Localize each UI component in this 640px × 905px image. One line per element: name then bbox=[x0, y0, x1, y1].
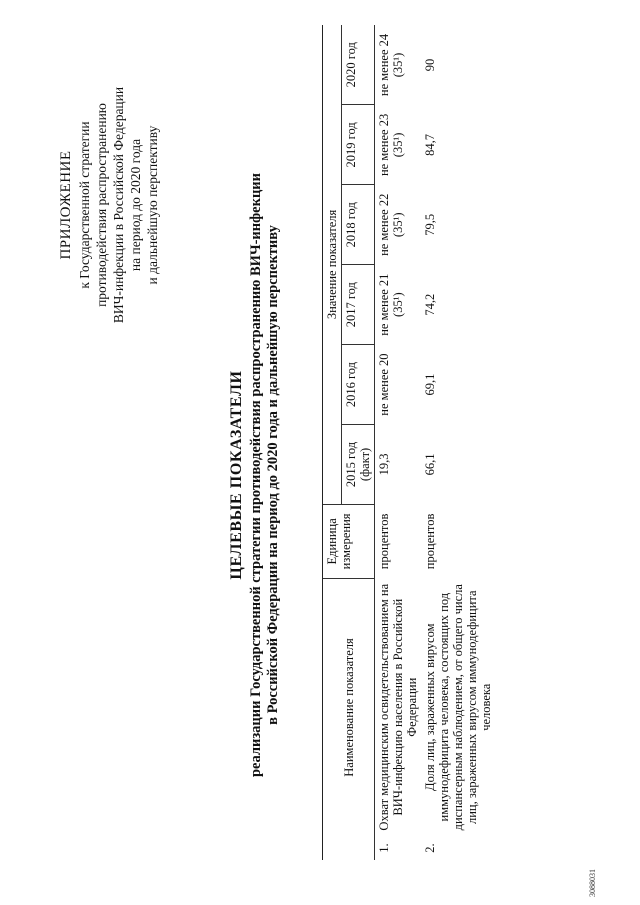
header-year-2020: 2020 год bbox=[342, 25, 375, 105]
header-number bbox=[323, 836, 375, 860]
value-2017: не менее 21 (35¹) bbox=[377, 273, 405, 336]
value-2016: не менее 20 bbox=[377, 353, 391, 416]
header-unit: Единица измерения bbox=[323, 504, 375, 578]
table-row bbox=[375, 25, 422, 860]
appendix-line: противодействия распространению bbox=[94, 103, 109, 307]
value-2020: не менее 24 (35¹) bbox=[377, 33, 405, 97]
indicators-table bbox=[322, 25, 495, 860]
title-sub-line-2: в Российской Федерации на период до 2020 года и дальнейшую перспективу bbox=[265, 225, 281, 725]
row-number: 2. bbox=[423, 843, 437, 853]
value-2018: не менее 22 (35¹) bbox=[377, 193, 405, 256]
value-2019: 84,7 bbox=[423, 133, 437, 156]
appendix-line: на период до 2020 года bbox=[128, 138, 143, 272]
appendix-header bbox=[58, 80, 161, 330]
appendix-heading: ПРИЛОЖЕНИЕ bbox=[58, 150, 74, 260]
indicator-unit: процентов bbox=[377, 513, 391, 570]
header-year-2015: 2015 год (факт) bbox=[342, 425, 375, 505]
value-2016: 69,1 bbox=[423, 373, 437, 396]
header-year-2016: 2016 год bbox=[342, 345, 375, 425]
value-2018: 79,5 bbox=[423, 213, 437, 236]
indicator-unit: процентов bbox=[423, 513, 437, 570]
appendix-line: и дальнейшую перспективу bbox=[145, 125, 160, 285]
header-value-group: Значение показателя bbox=[323, 25, 342, 504]
value-2015: 66,1 bbox=[423, 453, 437, 476]
title-sub-line-1: реализации Государственной стратегии противодействия распространению ВИЧ-инфекции bbox=[248, 172, 264, 778]
value-2015: 19,3 bbox=[377, 453, 391, 476]
document-code: 3088031 bbox=[588, 869, 597, 897]
header-year-2018: 2018 год bbox=[342, 185, 375, 265]
header-year-2017: 2017 год bbox=[342, 265, 375, 345]
value-2019: не менее 23 (35¹) bbox=[377, 113, 405, 177]
row-number: 1. bbox=[377, 843, 391, 853]
value-2017: 74,2 bbox=[423, 293, 437, 316]
value-2020: 90 bbox=[423, 58, 437, 72]
table-row bbox=[421, 25, 495, 860]
title-main: ЦЕЛЕВЫЕ ПОКАЗАТЕЛИ bbox=[228, 370, 245, 580]
header-indicator-name: Наименование показателя bbox=[323, 578, 375, 836]
appendix-line: к Государственной стратегии bbox=[77, 121, 92, 289]
header-year-2019: 2019 год bbox=[342, 105, 375, 185]
indicator-name: Доля лиц, зараженных вирусом иммунодефицита человека, состоящих под диспансерным наблюдением, от общего числа лиц, зараженных вирусом иммунодефицита человека bbox=[423, 584, 493, 831]
appendix-line: ВИЧ-инфекции в Российской Федерации bbox=[111, 86, 126, 324]
document-title bbox=[228, 155, 282, 795]
indicator-name: Охват медицинским освидетельствованием на ВИЧ-инфекцию населения в Российской Федерации bbox=[377, 583, 419, 831]
